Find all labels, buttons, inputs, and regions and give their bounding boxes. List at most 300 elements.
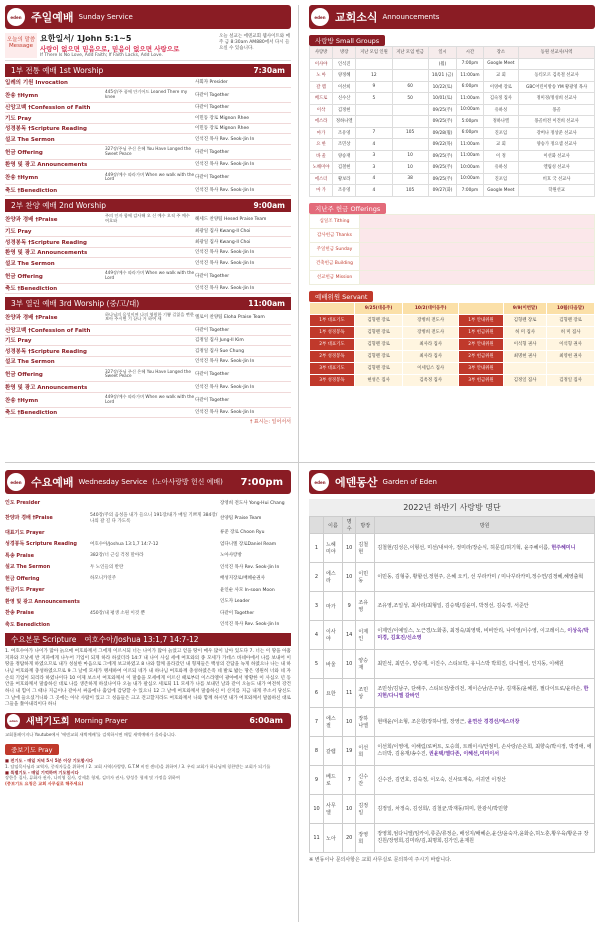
order-row [5, 561, 291, 573]
garden-num: 7 [310, 708, 324, 737]
offering-label: 십일조 Tithing [310, 214, 360, 228]
table-row [310, 621, 595, 650]
table-cell: 3 [356, 162, 392, 174]
sunday-service-section [5, 5, 291, 455]
order-item: 찬송 Praise [5, 610, 34, 617]
small-groups-header: 일시 [428, 47, 457, 59]
order-item: 환영 및 광고 Announcements [5, 162, 88, 169]
garden-header [309, 470, 595, 494]
table-row [310, 795, 595, 824]
announcements-section [309, 5, 595, 455]
table-cell: 엘림성 선교사 [519, 162, 595, 174]
servant-header: 9/9(이번달) [503, 302, 546, 314]
table-cell: 이삭 [310, 104, 333, 116]
garden-members-text: 조민상/김남구, 단해주, 스티브전/줄리전, 제이슨남/은주남, 김재동/윤혜원, 필다이트로/윤라손, [377, 686, 582, 693]
pray-box [5, 758, 291, 787]
order-detail: 445장/주 품에 안기어드 Leaned There my knee [105, 89, 188, 99]
table-cell: 38 [392, 173, 428, 185]
table-cell: 11:00am [457, 70, 483, 82]
order-detail: 주의 인자 함에 감사해 오 신 예수 오직 주 예수 여호와 [105, 213, 190, 223]
table-cell [392, 139, 428, 151]
table-cell: 최명현 권사 [503, 350, 546, 362]
table-row [310, 708, 595, 737]
table-cell: 김형렌 장로 [354, 314, 402, 326]
table-cell [392, 116, 428, 128]
order-row [5, 382, 291, 393]
garden-members [375, 795, 595, 824]
scripture-ref: 여호수아/Joshua 13:1,7 14:7-12 [84, 635, 199, 644]
announce-header [309, 5, 595, 29]
garden-num: 9 [310, 766, 324, 795]
garden-leader: 신수잔 [356, 766, 375, 795]
table-cell: 신수산 [333, 93, 356, 105]
garden-title: 에덴동산 [335, 476, 378, 489]
offering-row [310, 242, 595, 256]
offering-label: 주일헌금 Sunday [310, 242, 360, 256]
table-cell: 조유영 [333, 185, 356, 197]
table-cell: 유하성 [483, 104, 519, 116]
table-cell: 김형렌 장로 [547, 314, 595, 326]
small-groups-header: 사랑방 [310, 47, 333, 59]
table-row [310, 70, 595, 82]
garden-subtitle: Garden of Eden [382, 478, 437, 486]
table-cell: 9 [356, 81, 392, 93]
worship-2-bar [5, 199, 291, 212]
order-detail: 하모니카연주 [90, 576, 117, 582]
order-item: 성경봉독 Scripture Reading [5, 541, 77, 548]
order-leader: 인석진 목사 Rev. Seok-Jin In [195, 136, 255, 142]
table-row [310, 338, 595, 350]
garden-name: 에스라 [324, 563, 343, 592]
table-cell: 황보라 [333, 173, 356, 185]
order-leader: 찬양팀 Praise Team [220, 515, 262, 521]
garden-members-text: 이선희/이영애, 이해림/로버트, 도승희, 트레이시/안점미, 손사랑/손은희, 최향숙/박시정, 박경애, 에스더박, 김용재/송수진, [377, 744, 592, 757]
dawn-subtitle: Morning Prayer [74, 716, 128, 725]
table-cell [356, 58, 392, 70]
order-leader: 윤인순 사모 In-soon Moon [220, 587, 275, 593]
offerings-title: 지난주 헌금 Offerings [309, 203, 386, 214]
table-cell: Google Meet [483, 58, 519, 70]
table-cell: 김옥정 집사 [403, 374, 459, 386]
table-cell: 6:00pm [457, 127, 483, 139]
order-row [5, 160, 291, 171]
table-cell: 1부 대표기도 [310, 314, 355, 326]
table-cell: 이석형 권사 [547, 338, 595, 350]
order-row [5, 103, 291, 114]
table-cell: 3부 성경봉독 [310, 374, 355, 386]
order-row [5, 237, 291, 248]
order-detail: 449장/예수 따라가며 When we walk with the Lord [105, 270, 195, 280]
table-row [310, 679, 595, 708]
garden-name: 요한 [324, 679, 343, 708]
order-leader: 인석진 목사 Rev. Seok-Jin In [195, 286, 255, 292]
offering-amount [360, 270, 595, 284]
table-cell: 이석형 권사 [503, 338, 546, 350]
garden-num: 4 [310, 621, 324, 650]
table-cell: 7:00pm [457, 185, 483, 197]
order-leader: 다같이 Together [195, 92, 230, 98]
garden-count: 10 [342, 708, 355, 737]
table-cell: 몽골 [519, 104, 595, 116]
table-cell: 12 [356, 70, 392, 82]
table-cell: 최사라 집사 [403, 350, 459, 362]
garden-col-members: 방원 [375, 517, 595, 534]
order-row [5, 408, 291, 419]
order-row [5, 310, 291, 325]
worship-1-bar [5, 64, 291, 77]
pray-heading-1: ■ 전기도 - 매일 저녁 5시 5분 이상 기도합시다 [5, 757, 93, 763]
table-cell [519, 58, 595, 70]
table-cell: 강버나 정상준 선교사 [519, 127, 595, 139]
order-detail: 540장/주의 음성을 내가 들으니 191장/내가 매일 기쁘게 384장/나의 갈 길 다 가도록 [90, 512, 218, 524]
order-leader: 다같이 Together [195, 149, 230, 155]
order-detail: 449장/예수 따라가며 When we walk with the Lord [105, 171, 195, 181]
order-item: 설교 The Sermon [5, 564, 51, 571]
table-cell: 09/27(화) [428, 185, 457, 197]
garden-members [375, 592, 595, 621]
offerings-table [309, 214, 595, 285]
offering-amount [360, 214, 595, 228]
order-detail: 449장/예수 따라가며 When we walk with the Lord [105, 394, 195, 404]
order-leader: 헤세드 찬양팀 Hesed Praise Team [195, 216, 267, 222]
message-title-en: If There Is No Love, Add Faith; If Faith Lacks, Add Love. [40, 53, 163, 58]
eden-logo-icon: eden [7, 714, 20, 727]
order-detail: 327장/주님 주신 은혜 You Have Longed the Sweet Peace [105, 146, 191, 156]
worship-3-time: 11:00am [248, 299, 285, 308]
order-item: 헌금 Offering [5, 575, 40, 582]
garden-num: 10 [310, 795, 324, 824]
garden-members [375, 737, 595, 766]
order-item: 성경봉독 †Scripture Reading [5, 348, 87, 355]
message-reference: 요한일서/ 1John 5:1~5 [40, 34, 132, 43]
table-cell: 이선희 [333, 81, 356, 93]
garden-members [375, 708, 595, 737]
order-item: 설교 The Sermon [5, 260, 55, 267]
order-leader: 인석진 목사 Rev. Seok-Jin In [195, 187, 255, 193]
garden-name: 이사야 [324, 621, 343, 650]
table-cell: 10:00am [457, 162, 483, 174]
wed-subtitle2: (노아사랑방 헌신 예배) [152, 478, 223, 486]
table-cell: 11:00am [457, 139, 483, 151]
table-cell: 양승가 정요셉 선교사 [519, 139, 595, 151]
order-item: 헌금 Offering [5, 149, 43, 156]
table-cell: 허 미 집사 [503, 326, 546, 338]
table-cell: 현성은 집사 [354, 374, 402, 386]
table-cell: 09/25(주) [428, 150, 457, 162]
garden-count: 10 [342, 795, 355, 824]
garden-members-text: 조유영,조일성, 최사라/최형일, 김승택/김윤미, 박정선, 김숙경, 서준안 [377, 602, 529, 609]
table-cell: 09/25(주) [428, 173, 457, 185]
order-row [5, 77, 291, 88]
table-cell: 1부 안내위원 [459, 314, 504, 326]
order-item: 설교 The Sermon [5, 136, 55, 143]
order-item: 축도 †Benediction [5, 187, 58, 194]
order-item: 특송 Praise [5, 552, 34, 559]
garden-col-name: 이름 [324, 517, 343, 534]
garden-leader: 조유영 [356, 592, 375, 621]
garden-members-text: 김철현/김성은,이형선, 미선/내씨아, 정미라/장순식, 허문길/허기혁, 윤주혜이름, [377, 544, 550, 551]
vertical-divider [298, 5, 299, 922]
table-cell: 학원선교 [519, 185, 595, 197]
order-item: 기도 Pray [5, 229, 32, 236]
servant-header [310, 302, 355, 314]
garden-leader: 조민상 [356, 679, 375, 708]
small-groups-header: 동원 선교사/사역 [519, 47, 595, 59]
table-cell: 김숙정 집사 [483, 93, 519, 105]
order-row [5, 248, 291, 259]
order-row [5, 357, 291, 368]
sunday-title: 주일예배 [31, 11, 74, 24]
table-cell: 김형렌 장로 [354, 350, 402, 362]
sunday-header [5, 5, 291, 29]
wed-time: 7:00pm [240, 476, 283, 488]
garden-members [375, 766, 595, 795]
order-item: 찬양과 경배 †Praise [5, 315, 58, 321]
table-cell: 허 미 집사 [547, 326, 595, 338]
small-groups-table [309, 46, 595, 197]
table-cell: 10/21 (금) [428, 70, 457, 82]
table-cell: 3부 안내위원 [459, 362, 504, 374]
garden-count: 9 [342, 592, 355, 621]
eden-logo-icon: eden [7, 8, 25, 26]
order-leader: 인석진 목사 Rev. Seok-Jin In [220, 622, 280, 628]
order-row [5, 573, 291, 585]
order-row [5, 619, 291, 631]
order-leader: 인석진 목사 Rev. Seok-Jin In [195, 260, 255, 266]
table-cell: 갈 렙 [310, 81, 333, 93]
order-row [5, 367, 291, 382]
order-item: 찬양과 경배 †Praise [5, 216, 58, 223]
offering-amount [360, 256, 595, 270]
order-item: 환영 및 광고 Announcements [5, 250, 88, 257]
garden-col-leader: 방장 [356, 517, 375, 534]
sunday-subtitle: Sunday Service [78, 13, 133, 21]
table-cell: 4 [356, 139, 392, 151]
order-detail: 382장/너 근심 걱정 말아라 [90, 553, 144, 559]
order-leader: 인석진 목사 Rev. Seok-Jin In [195, 384, 255, 390]
horizontal-divider [5, 462, 595, 463]
pray-request-note: (중보기도 요청은 교회 사무실로 해주세요) [5, 781, 84, 787]
table-cell [392, 70, 428, 82]
order-item: 찬양과 경배 †Praise [5, 515, 53, 521]
table-row [310, 314, 595, 326]
message-box [5, 33, 291, 61]
table-cell: 김형렌 장로 [354, 338, 402, 350]
table-row [310, 350, 595, 362]
table-cell: 2부 성경봉독 [310, 350, 355, 362]
table-cell: 09/25(주) [428, 104, 457, 116]
small-groups-title: 사랑방 Small Groups [309, 35, 385, 46]
worship-2-label: 2부 찬양 예배 2nd Worship [11, 200, 106, 210]
table-cell: 요 한 [310, 139, 333, 151]
garden-name: 노아 [324, 824, 343, 853]
table-cell: 최사라 집사 [403, 338, 459, 350]
scripture-bar [5, 633, 291, 646]
table-cell: 김정현 [333, 104, 356, 116]
garden-leader: 장하나엘 [356, 708, 375, 737]
table-cell: 5 [356, 93, 392, 105]
table-cell: 조유영 [333, 127, 356, 139]
order-item: 신앙고백 †Confession of Faith [5, 105, 91, 112]
garden-members-text: 김정일, 차정숙, 김성희/, 김철균,박재동/허미, 한광식/박민향 [377, 805, 508, 812]
order-row [5, 124, 291, 135]
table-cell: 10/01(토) [428, 93, 457, 105]
garden-table [309, 516, 595, 853]
dawn-header [5, 713, 291, 729]
order-leader: 배성지장로/배혜순권사 [220, 576, 265, 582]
garden-count: 10 [342, 563, 355, 592]
order-item: 헌금기도 Prayer [5, 587, 45, 594]
order-leader: 인석진 목사 Rev. Seok-Jin In [195, 410, 255, 416]
table-row [310, 104, 595, 116]
table-cell: 4 [356, 185, 392, 197]
table-cell: 김정일 집사 [503, 374, 546, 386]
table-cell: 진포임 [483, 127, 519, 139]
table-row [310, 81, 595, 93]
garden-count: 7 [342, 766, 355, 795]
garden-col-count: 명수 [342, 517, 355, 534]
order-detail: 여호수아/Joshua 13:1,7 14:7-12 [90, 541, 159, 547]
table-row [310, 737, 595, 766]
order-item: 성경봉독 †Scripture Reading [5, 239, 87, 246]
worship-2-time: 9:00am [253, 200, 285, 210]
eden-logo-icon: eden [311, 473, 329, 491]
offering-label: 선교헌금 Mission [310, 270, 360, 284]
servant-header: 9/25(대웅주) [354, 302, 402, 314]
garden-num: 1 [310, 534, 324, 563]
order-row [5, 170, 291, 185]
order-item: 인도 Presider [5, 500, 41, 507]
garden-count: 20 [342, 824, 355, 853]
order-detail: 하나님의 음성이여 나의 영원한 기쁨 길잃을 뻔한 보아 주시면 기 끝나 거 하여 새 [105, 311, 194, 321]
order-leader: 인석진 목사 Rev. Seok-Jin In [195, 250, 255, 256]
pray-heading-2: ■ 특별기도 - 매일 기억하며 기도합시다 [5, 769, 79, 775]
order-leader: 다같이 Together [195, 372, 230, 377]
order-leader: 최광일 집사 Kwang-Il Choi [195, 229, 251, 235]
garden-leader: 이민동 [356, 563, 375, 592]
order-detail: 두 노인들의 반란 [90, 564, 124, 570]
order-row [5, 284, 291, 295]
order-item: 성경봉독 †Scripture Reading [5, 126, 87, 133]
offering-amount [360, 228, 595, 242]
dawn-title: 새벽기도회 [26, 717, 70, 728]
table-cell: 인석진 [333, 58, 356, 70]
table-cell: 3 [356, 150, 392, 162]
pray-list-2: 장한웅 집사, 류화자 권사, 나미영 집사, 강세훈 형제, 김미자 권사, 양성웅 형제 및 가정을 위하여 [5, 775, 180, 781]
order-row [5, 145, 291, 160]
garden-members-highlight: 권윤택/엘다존, 이혜선,미미이서 [428, 751, 500, 757]
table-cell: 09/22(목) [428, 139, 457, 151]
order-row [5, 185, 291, 196]
table-row [310, 173, 595, 185]
order-row [5, 527, 291, 539]
worship-1-label: 1부 전통 예배 1st Worship [11, 66, 104, 75]
table-row [310, 650, 595, 679]
order-row [5, 607, 291, 619]
order-leader: 인석진 목사 Rev. Seok-Jin In [195, 162, 255, 168]
stand-note: † 표시는: 일어서서 [249, 419, 291, 425]
table-cell: 양승재 [333, 150, 356, 162]
garden-count: 11 [342, 679, 355, 708]
table-cell: 1부 헌금위원 [459, 326, 504, 338]
table-cell: 105 [392, 127, 428, 139]
order-item: 찬송 †Hymn [5, 175, 39, 181]
order-row [5, 336, 291, 347]
table-cell: 김철현 [333, 162, 356, 174]
order-row [5, 393, 291, 408]
dawn-note: 교회홈페이지나 Youtube에서 '에덴교회 새벽예배'를 검색하시면 매일 새벽예배가 올라옵니다. [5, 731, 177, 737]
table-cell: 09/25(주) [428, 162, 457, 174]
table-cell: 장병희 전도사 [403, 314, 459, 326]
offering-row [310, 228, 595, 242]
garden-count: 14 [342, 621, 355, 650]
garden-members [375, 534, 595, 563]
table-row [310, 150, 595, 162]
table-cell: 이사야 [310, 58, 333, 70]
order-leader: 최광일 집사 Kwang-Il Choi [195, 239, 251, 245]
order-leader: 인석진 목사 Rev. Seok-Jin In [195, 359, 255, 365]
table-cell: 마가 [310, 127, 333, 139]
servant-table [309, 302, 595, 387]
table-row [310, 116, 595, 128]
servant-header: 10/2(대이웅주) [403, 302, 459, 314]
table-row [310, 362, 595, 374]
garden-name: 에스절 [324, 708, 343, 737]
garden-members-text: 이민동, 김형중, 황할선,정현주, 은혜 오키, 선 꾸라카미 / 미나꾸라카미,정수연/김정혜,혜영출혁 [377, 573, 584, 580]
order-leader: 다같이 Together [195, 397, 230, 403]
table-cell: 이선화 선교사 [519, 150, 595, 162]
order-leader: 엘로이 찬양팀 Eloha Praise Team [195, 315, 265, 320]
garden-members-text: 최민석, 최민수, 양승재, 이진수, 스티브박, 유니스박 박희진, 다니엘이, 인지동, 이해원 [377, 660, 564, 667]
pray-list-1: 1. 담임목사님과 교역자, 중직자들을 위하여 / 2. 교회 사역(사랑방, G.T.M 비전 센터)을 위하여 / 3. 우리 교회가 하나님께 칭찬받는 교회가 되기를 [5, 763, 271, 769]
garden-name: 갈렙 [324, 737, 343, 766]
order-leader: 다같이 Together [220, 610, 255, 616]
eden-logo-icon: eden [311, 8, 329, 26]
order-row [5, 509, 291, 527]
order-row [5, 258, 291, 269]
table-row [310, 139, 595, 151]
order-leader: 다같이 Together [195, 175, 230, 180]
order-leader: 사회자 Presider [195, 79, 228, 85]
order-row [5, 227, 291, 238]
order-item: 축도 Benediction [5, 621, 50, 628]
order-item: 헌금 Offering [5, 273, 43, 280]
garden-name: 바울 [324, 650, 343, 679]
garden-section [309, 470, 595, 922]
table-cell: 50 [392, 93, 428, 105]
order-row [5, 325, 291, 336]
table-cell [356, 104, 392, 116]
garden-members-text: 신수잔, 김연호, 김숙정, 이오숙, 신사또재숙, 서귀연 이정산 [377, 776, 506, 783]
garden-leader: 양승재 [356, 650, 375, 679]
message-note: 오늘 설교는 에덴교회 웹사이트와 매주 금 8:30am AM880에서 다시 들으실 수 있습니다. [219, 34, 290, 51]
scripture-title: 수요본문 Scripture [11, 635, 77, 644]
order-item: 환영 및 광고 Announcements [5, 598, 80, 605]
garden-members-text: 이제인/이예일스, 노근경/노화종, 최정숙/최영택, 비비안리, 나미영/이수영, 이고레이스, [377, 628, 566, 635]
order-leader: 엄다니엘 장로Daniel Ream [220, 541, 277, 547]
table-cell [503, 362, 546, 374]
garden-num: 3 [310, 592, 324, 621]
table-row [310, 58, 595, 70]
table-row [310, 326, 595, 338]
garden-members [375, 824, 595, 853]
table-row [310, 127, 595, 139]
order-leader: 인석진 목사 Rev. Seok-Jin In [220, 564, 280, 570]
garden-leader: 김정일 [356, 795, 375, 824]
table-cell: 김형렌 장로 [354, 362, 402, 374]
small-groups-header: 지난 모임 헌금 [392, 47, 428, 59]
garden-members [375, 650, 595, 679]
